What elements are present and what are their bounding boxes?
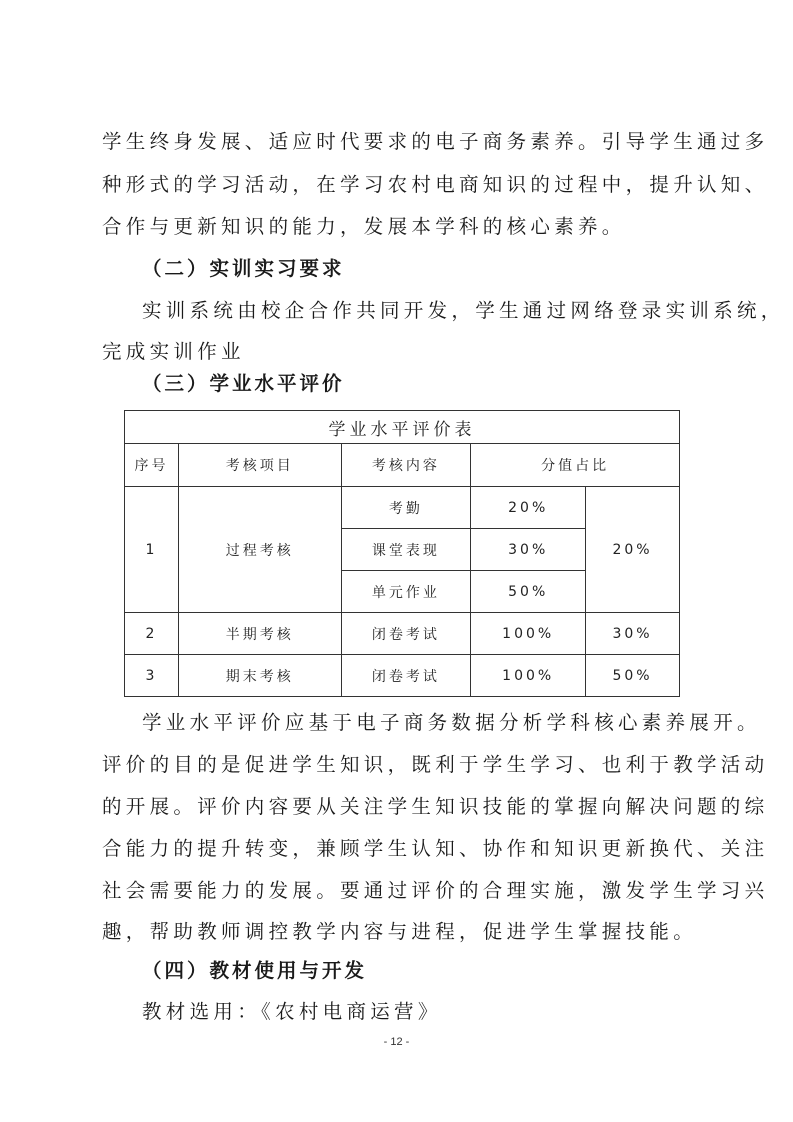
text-line: 合作与更新知识的能力，发展本学科的核心素养。	[102, 215, 626, 238]
evaluation-table	[124, 410, 680, 697]
text-line: 完成实训作业	[102, 340, 245, 363]
table-row	[125, 613, 680, 655]
text-line: 社会需要能力的发展。要通过评价的合理实施，激发学生学习兴	[102, 879, 769, 902]
cell-no: 1	[125, 487, 179, 613]
cell-ratio: 50%	[471, 571, 586, 613]
cell-item: 期末考核	[178, 655, 341, 697]
cell-item: 半期考核	[178, 613, 341, 655]
cell-no: 2	[125, 613, 179, 655]
cell-ratio: 100%	[471, 613, 586, 655]
cell-item: 过程考核	[178, 487, 341, 613]
text-line: 趣，帮助教师调控教学内容与进程，促进学生掌握技能。	[102, 920, 698, 943]
text-line: 学业水平评价应基于电子商务数据分析学科核心素养展开。	[142, 711, 761, 734]
cell-content: 闭卷考试	[341, 613, 471, 655]
section-heading-4: （四）教材使用与开发	[142, 959, 368, 982]
header-ratio: 分值占比	[471, 444, 680, 487]
cell-total: 50%	[586, 655, 680, 697]
cell-content: 闭卷考试	[341, 655, 471, 697]
cell-content: 课堂表现	[341, 529, 471, 571]
cell-total: 20%	[586, 487, 680, 613]
table-header-row	[125, 444, 680, 487]
text-line: 教材选用：《农村电商运营》	[142, 1000, 442, 1023]
cell-total: 30%	[586, 613, 680, 655]
cell-content: 单元作业	[341, 571, 471, 613]
header-content: 考核内容	[341, 444, 471, 487]
cell-ratio: 30%	[471, 529, 586, 571]
text-line: 评价的目的是促进学生知识，既利于学生学习、也利于教学活动	[102, 753, 769, 776]
section-heading-3: （三）学业水平评价	[142, 372, 345, 395]
text-line: 学生终身发展、适应时代要求的电子商务素养。引导学生通过多	[102, 130, 769, 153]
table-row	[125, 655, 680, 697]
cell-content: 考勤	[341, 487, 471, 529]
header-no: 序号	[125, 444, 179, 487]
cell-ratio: 20%	[471, 487, 586, 529]
page-number: - 12 -	[383, 1036, 410, 1048]
text-line: 合能力的提升转变，兼顾学生认知、协作和知识更新换代、关注	[102, 837, 769, 860]
header-item: 考核项目	[178, 444, 341, 487]
table-row	[125, 487, 680, 529]
text-line: 的开展。评价内容要从关注学生知识技能的掌握向解决问题的综	[102, 795, 769, 818]
table-title: 学业水平评价表	[125, 411, 680, 444]
text-line: 实训系统由校企合作共同开发，学生通过网络登录实训系统，	[142, 299, 785, 322]
cell-no: 3	[125, 655, 179, 697]
section-heading-2: （二）实训实习要求	[142, 257, 345, 280]
cell-ratio: 100%	[471, 655, 586, 697]
text-line: 种形式的学习活动，在学习农村电商知识的过程中，提升认知、	[102, 173, 769, 196]
